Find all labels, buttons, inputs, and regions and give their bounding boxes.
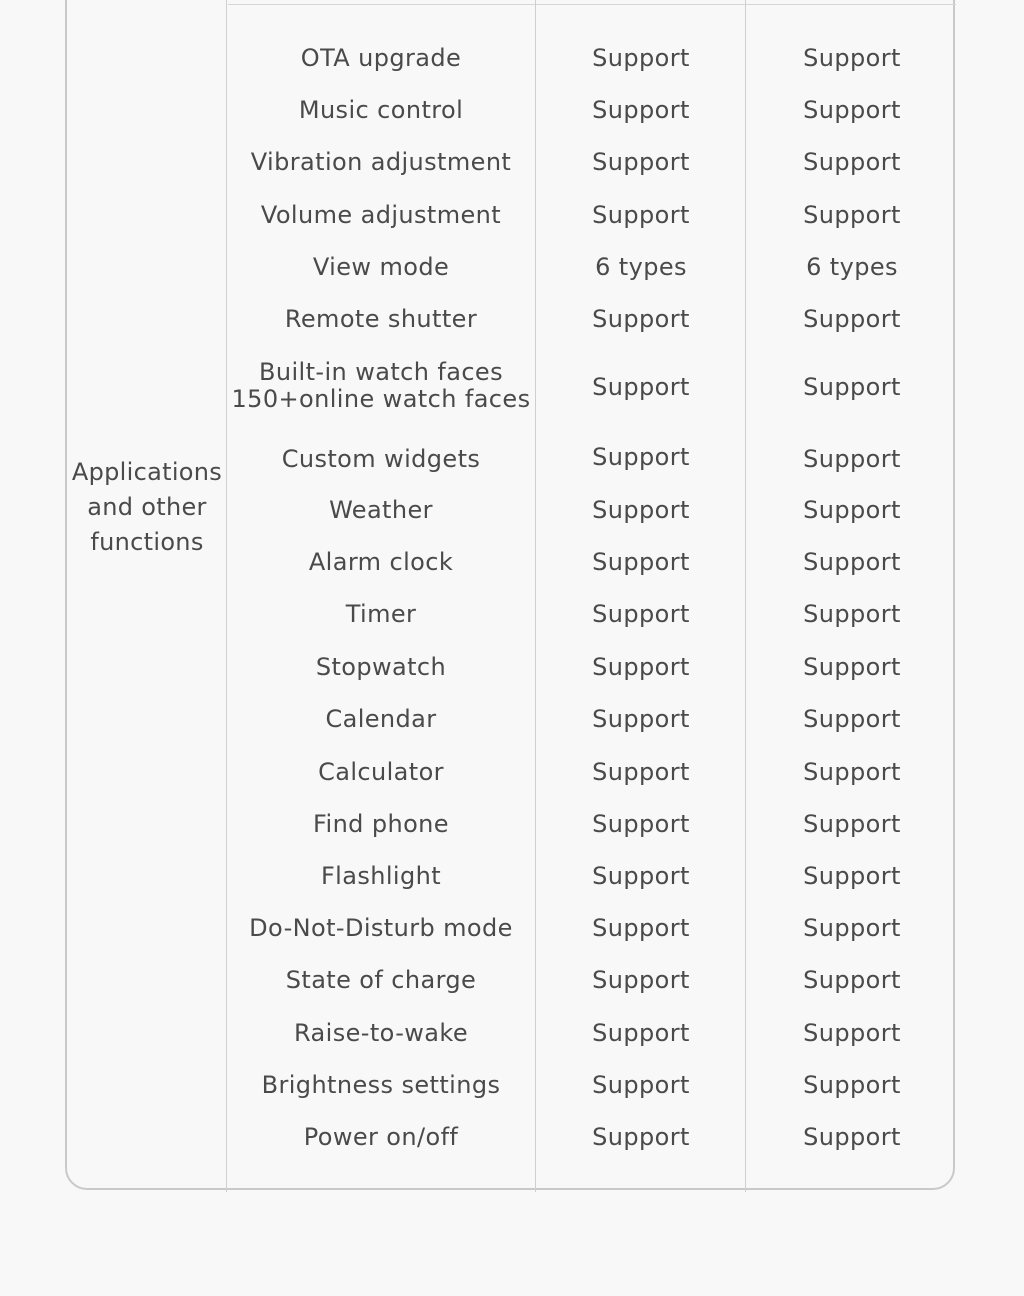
model-a-value: Support <box>592 705 690 733</box>
model-a-value: 6 types <box>595 253 687 281</box>
model-b-value: Support <box>803 705 901 733</box>
feature-name: Remote shutter <box>284 305 478 333</box>
table-row <box>0 653 1024 693</box>
table-row <box>0 966 1024 1006</box>
model-b-value: Support <box>803 914 901 942</box>
model-b-value: Support <box>803 445 901 473</box>
table-row <box>0 496 1024 536</box>
table-row <box>0 548 1024 588</box>
model-b-value: 6 types <box>806 253 898 281</box>
model-b-value: Support <box>803 96 901 124</box>
model-b-value: Support <box>803 305 901 333</box>
model-a-value: Support <box>592 1071 690 1099</box>
table-row <box>0 359 1024 419</box>
model-b-value: Support <box>803 496 901 524</box>
table-top-divider <box>228 4 956 5</box>
model-b-value: Support <box>803 148 901 176</box>
model-a-value: Support <box>592 1019 690 1047</box>
feature-name: Alarm clock <box>308 548 454 576</box>
model-b-value: Support <box>803 201 901 229</box>
model-a-value: Support <box>592 305 690 333</box>
table-row <box>0 44 1024 84</box>
table-row <box>0 1019 1024 1059</box>
model-a-value: Support <box>592 44 690 72</box>
model-b-value: Support <box>803 862 901 890</box>
table-row <box>0 862 1024 902</box>
model-b-value: Support <box>803 373 901 401</box>
model-a-value: Support <box>592 96 690 124</box>
model-a-value: Support <box>592 966 690 994</box>
table-row <box>0 1123 1024 1163</box>
feature-name: Music control <box>298 96 464 124</box>
feature-name: OTA upgrade <box>300 44 462 72</box>
model-a-value: Support <box>592 1123 690 1151</box>
model-a-value: Support <box>592 548 690 576</box>
model-a-value: Support <box>592 758 690 786</box>
feature-name: Weather <box>329 496 433 524</box>
model-b-value: Support <box>803 758 901 786</box>
feature-name: Find phone <box>313 810 449 838</box>
table-row <box>0 443 1024 483</box>
feature-name: Brightness settings <box>261 1071 501 1099</box>
model-b-value: Support <box>803 44 901 72</box>
model-b-value: Support <box>803 653 901 681</box>
feature-name: Do-Not-Disturb mode <box>249 914 513 942</box>
feature-name: Vibration adjustment <box>250 148 512 176</box>
model-a-value: Support <box>592 600 690 628</box>
model-a-value: Support <box>592 496 690 524</box>
model-a-value: Support <box>592 914 690 942</box>
model-b-value: Support <box>803 600 901 628</box>
model-b-value: Support <box>803 548 901 576</box>
table-row <box>0 253 1024 293</box>
feature-name: Calculator <box>318 758 444 786</box>
table-row <box>0 705 1024 745</box>
model-a-value: Support <box>592 201 690 229</box>
model-a-value: Support <box>592 373 690 401</box>
feature-name: View mode <box>312 253 450 281</box>
feature-name: Stopwatch <box>315 653 447 681</box>
table-row <box>0 914 1024 954</box>
model-a-value: Support <box>592 653 690 681</box>
feature-name: Volume adjustment <box>260 201 502 229</box>
feature-name: Calendar <box>325 705 437 733</box>
model-b-value: Support <box>803 1019 901 1047</box>
category-label: Applications and other functions <box>71 458 223 556</box>
table-row <box>0 96 1024 136</box>
model-b-value: Support <box>803 1071 901 1099</box>
feature-name: Custom widgets <box>281 445 481 473</box>
table-row <box>0 305 1024 345</box>
feature-name: Power on/off <box>303 1123 459 1151</box>
table-row <box>0 201 1024 241</box>
table-row <box>0 758 1024 798</box>
model-b-value: Support <box>803 810 901 838</box>
feature-name: Raise-to-wake <box>294 1019 468 1047</box>
model-a-value: Support <box>592 443 690 471</box>
table-row <box>0 1071 1024 1111</box>
feature-name: State of charge <box>285 966 477 994</box>
feature-name: Flashlight <box>320 862 442 890</box>
feature-name-line-1: Built-in watch faces <box>259 358 503 386</box>
model-a-value: Support <box>592 148 690 176</box>
model-a-value: Support <box>592 810 690 838</box>
table-row <box>0 148 1024 188</box>
feature-name-line-2: 150+online watch faces <box>231 385 531 413</box>
model-b-value: Support <box>803 966 901 994</box>
table-row <box>0 810 1024 850</box>
table-row <box>0 600 1024 640</box>
model-b-value: Support <box>803 1123 901 1151</box>
feature-name: Timer <box>345 600 417 628</box>
model-a-value: Support <box>592 862 690 890</box>
